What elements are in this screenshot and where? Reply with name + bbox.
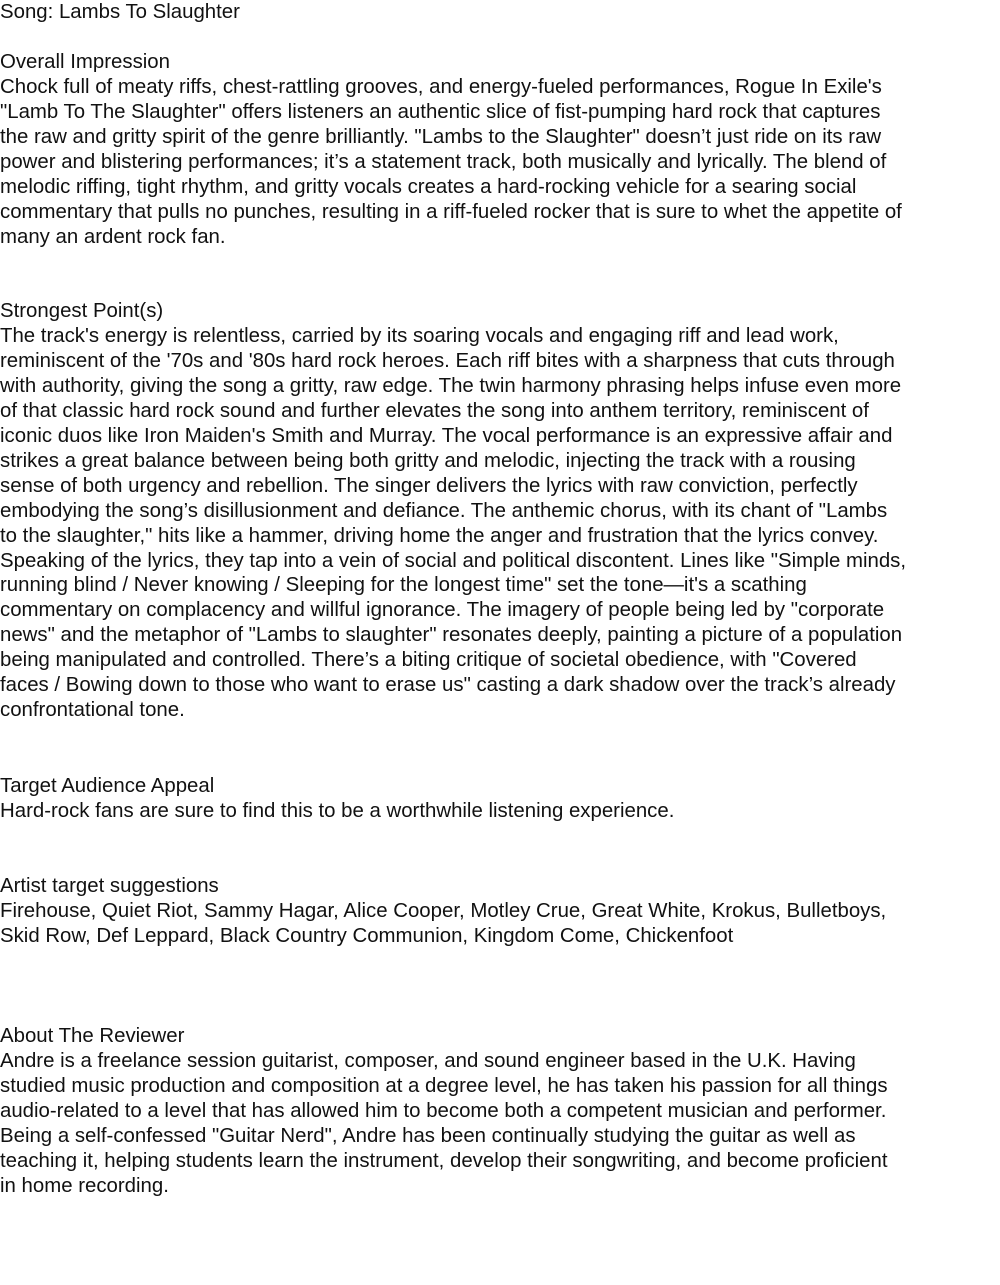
section-overall-impression <box>0 50 996 250</box>
paragraph-line: in home recording. <box>0 1174 169 1197</box>
paragraph-line: "Lamb To The Slaughter" offers listeners an authentic slice of fist-pumping hard rock that captures <box>0 100 881 123</box>
paragraph-line: faces / Bowing down to those who want to erase us" casting a dark shadow over the track’s already <box>0 674 896 697</box>
paragraph-line: Firehouse, Quiet Riot, Sammy Hagar, Alice Cooper, Motley Crue, Great White, Krokus, Bulletboys, <box>0 899 887 922</box>
paragraph-line: of that classic hard rock sound and further elevates the song into anthem territory, reminiscent of <box>0 399 869 422</box>
section-about-reviewer <box>0 1024 996 1199</box>
paragraph-line: reminiscent of the '70s and '80s hard rock heroes. Each riff bites with a sharpness that cuts through <box>0 349 895 372</box>
paragraph-line: teaching it, helping students learn the instrument, develop their songwriting, and become proficient <box>0 1149 888 1172</box>
section-heading: Target Audience Appeal <box>0 775 215 797</box>
paragraph-line: melodic riffing, tight rhythm, and gritty vocals creates a hard-rocking vehicle for a searing social <box>0 175 857 198</box>
paragraph-line: sense of both urgency and rebellion. The singer delivers the lyrics with raw conviction, perfectly <box>0 474 858 497</box>
paragraph-line: audio-related to a level that has allowed him to become both a competent musician and performer. <box>0 1099 887 1122</box>
song-title <box>0 0 996 25</box>
paragraph-line: iconic duos like Iron Maiden's Smith and Murray. The vocal performance is an expressive affair and <box>0 424 893 447</box>
paragraph-line: news" and the metaphor of "Lambs to slaughter" resonates deeply, painting a picture of a population <box>0 624 903 647</box>
section-artist-suggestions <box>0 874 996 949</box>
song-title-text: Song: Lambs To Slaughter <box>0 1 240 23</box>
paragraph-line: Chock full of meaty riffs, chest-rattling grooves, and energy-fueled performances, Rogue In Exile's <box>0 75 882 98</box>
paragraph-line: commentary on complacency and willful ignorance. The imagery of people being led by "corporate <box>0 599 885 622</box>
paragraph-line: Hard-rock fans are sure to find this to be a worthwhile listening experience. <box>0 799 675 822</box>
section-target-audience <box>0 774 996 824</box>
section-heading: Strongest Point(s) <box>0 300 164 322</box>
paragraph-line: Andre is a freelance session guitarist, composer, and sound engineer based in the U.K. Having <box>0 1049 856 1072</box>
paragraph-line: Speaking of the lyrics, they tap into a vein of social and political discontent. Lines like "Simple minds, <box>0 549 907 572</box>
paragraph-line: power and blistering performances; it’s a statement track, both musically and lyrically. The blend of <box>0 150 887 173</box>
paragraph-line: Being a self-confessed "Guitar Nerd", Andre has been continually studying the guitar as well as <box>0 1124 856 1147</box>
paragraph-line: being manipulated and controlled. There’s a biting critique of societal obedience, with "Covered <box>0 649 857 672</box>
paragraph-line: The track's energy is relentless, carried by its soaring vocals and engaging riff and lead work, <box>0 324 839 347</box>
paragraph-line: studied music production and composition at a degree level, he has taken his passion for all things <box>0 1074 888 1097</box>
paragraph-line: commentary that pulls no punches, resulting in a riff-fueled rocker that is sure to whet the appetite of <box>0 200 902 223</box>
paragraph-line: Skid Row, Def Leppard, Black Country Communion, Kingdom Come, Chickenfoot <box>0 924 734 947</box>
section-heading: Overall Impression <box>0 51 170 73</box>
paragraph-line: many an ardent rock fan. <box>0 225 226 248</box>
paragraph-line: with authority, giving the song a gritty, raw edge. The twin harmony phrasing helps infuse even more <box>0 374 902 397</box>
paragraph-line: running blind / Never knowing / Sleeping for the longest time" set the tone—it's a scathing <box>0 574 807 597</box>
paragraph-line: confrontational tone. <box>0 699 185 722</box>
paragraph-line: embodying the song’s disillusionment and defiance. The anthemic chorus, with its chant of "Lambs <box>0 499 888 522</box>
paragraph-line: to the slaughter," hits like a hammer, driving home the anger and frustration that the lyrics convey. <box>0 524 879 547</box>
paragraph-line: the raw and gritty spirit of the genre brilliantly. "Lambs to the Slaughter" doesn’t just ride on its raw <box>0 125 882 148</box>
paragraph-line: strikes a great balance between being both gritty and melodic, injecting the track with a rousing <box>0 449 856 472</box>
section-heading: About The Reviewer <box>0 1025 185 1047</box>
section-strongest-points <box>0 299 996 723</box>
section-heading: Artist target suggestions <box>0 875 219 897</box>
